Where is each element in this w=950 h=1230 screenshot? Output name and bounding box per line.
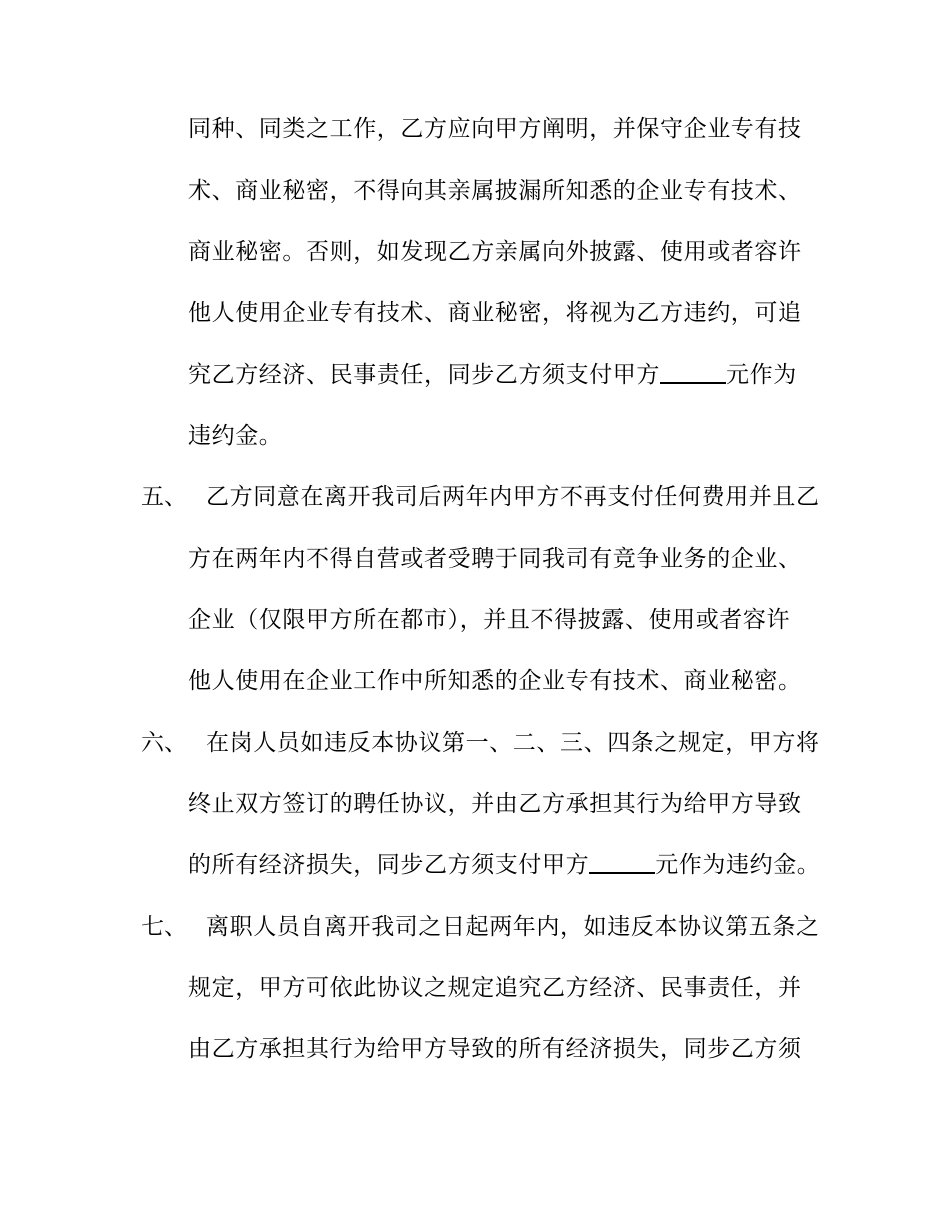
clause-line: 终止双方签订的聘任协议，并由乙方承担其行为给甲方导致 xyxy=(188,791,802,817)
clause-number: 五、 xyxy=(141,484,187,510)
text-before-blank: 究乙方经济、民事责任，同步乙方须支付甲方 xyxy=(188,362,660,388)
clause-line: 离职人员自离开我司之日起两年内，如违反本协议第五条之 xyxy=(206,914,820,940)
clause-line: 企业（仅限甲方所在都市），并且不得披露、使用或者容许 xyxy=(188,607,791,633)
fill-in-blank xyxy=(660,360,726,384)
clause-number: 六、 xyxy=(141,730,187,756)
clause-line xyxy=(188,850,820,880)
clause-line: 规定，甲方可依此协议之规定追究乙方经济、民事责任，并 xyxy=(188,975,802,1001)
clause-number: 七、 xyxy=(141,914,187,940)
clause-line: 乙方同意在离开我司后两年内甲方不再支付任何费用并且乙 xyxy=(206,484,820,510)
clause-line: 他人使用在企业工作中所知悉的企业专有技术、商业秘密。 xyxy=(188,668,802,694)
paragraph-line xyxy=(188,360,797,390)
fill-in-blank xyxy=(589,850,655,874)
paragraph-line: 术、商业秘密，不得向其亲属披漏所知悉的企业专有技术、 xyxy=(188,178,802,204)
text-after-blank: 元作为 xyxy=(726,362,797,388)
paragraph-line: 违约金。 xyxy=(188,423,283,449)
clause-line: 方在两年内不得自营或者受聘于同我司有竞争业务的企业、 xyxy=(188,546,802,572)
clause-line: 由乙方承担其行为给甲方导致的所有经济损失，同步乙方须 xyxy=(188,1036,802,1062)
paragraph-line: 商业秘密。否则，如发现乙方亲属向外披露、使用或者容许 xyxy=(188,239,802,265)
paragraph-line: 同种、同类之工作，乙方应向甲方阐明，并保守企业专有技 xyxy=(188,116,802,142)
paragraph-line: 他人使用企业专有技术、商业秘密，将视为乙方违约，可追 xyxy=(188,300,802,326)
text-before-blank: 的所有经济损失，同步乙方须支付甲方 xyxy=(188,852,590,878)
text-after-blank: 元作为违约金。 xyxy=(655,852,821,878)
clause-line: 在岗人员如违反本协议第一、二、三、四条之规定，甲方将 xyxy=(206,730,820,756)
